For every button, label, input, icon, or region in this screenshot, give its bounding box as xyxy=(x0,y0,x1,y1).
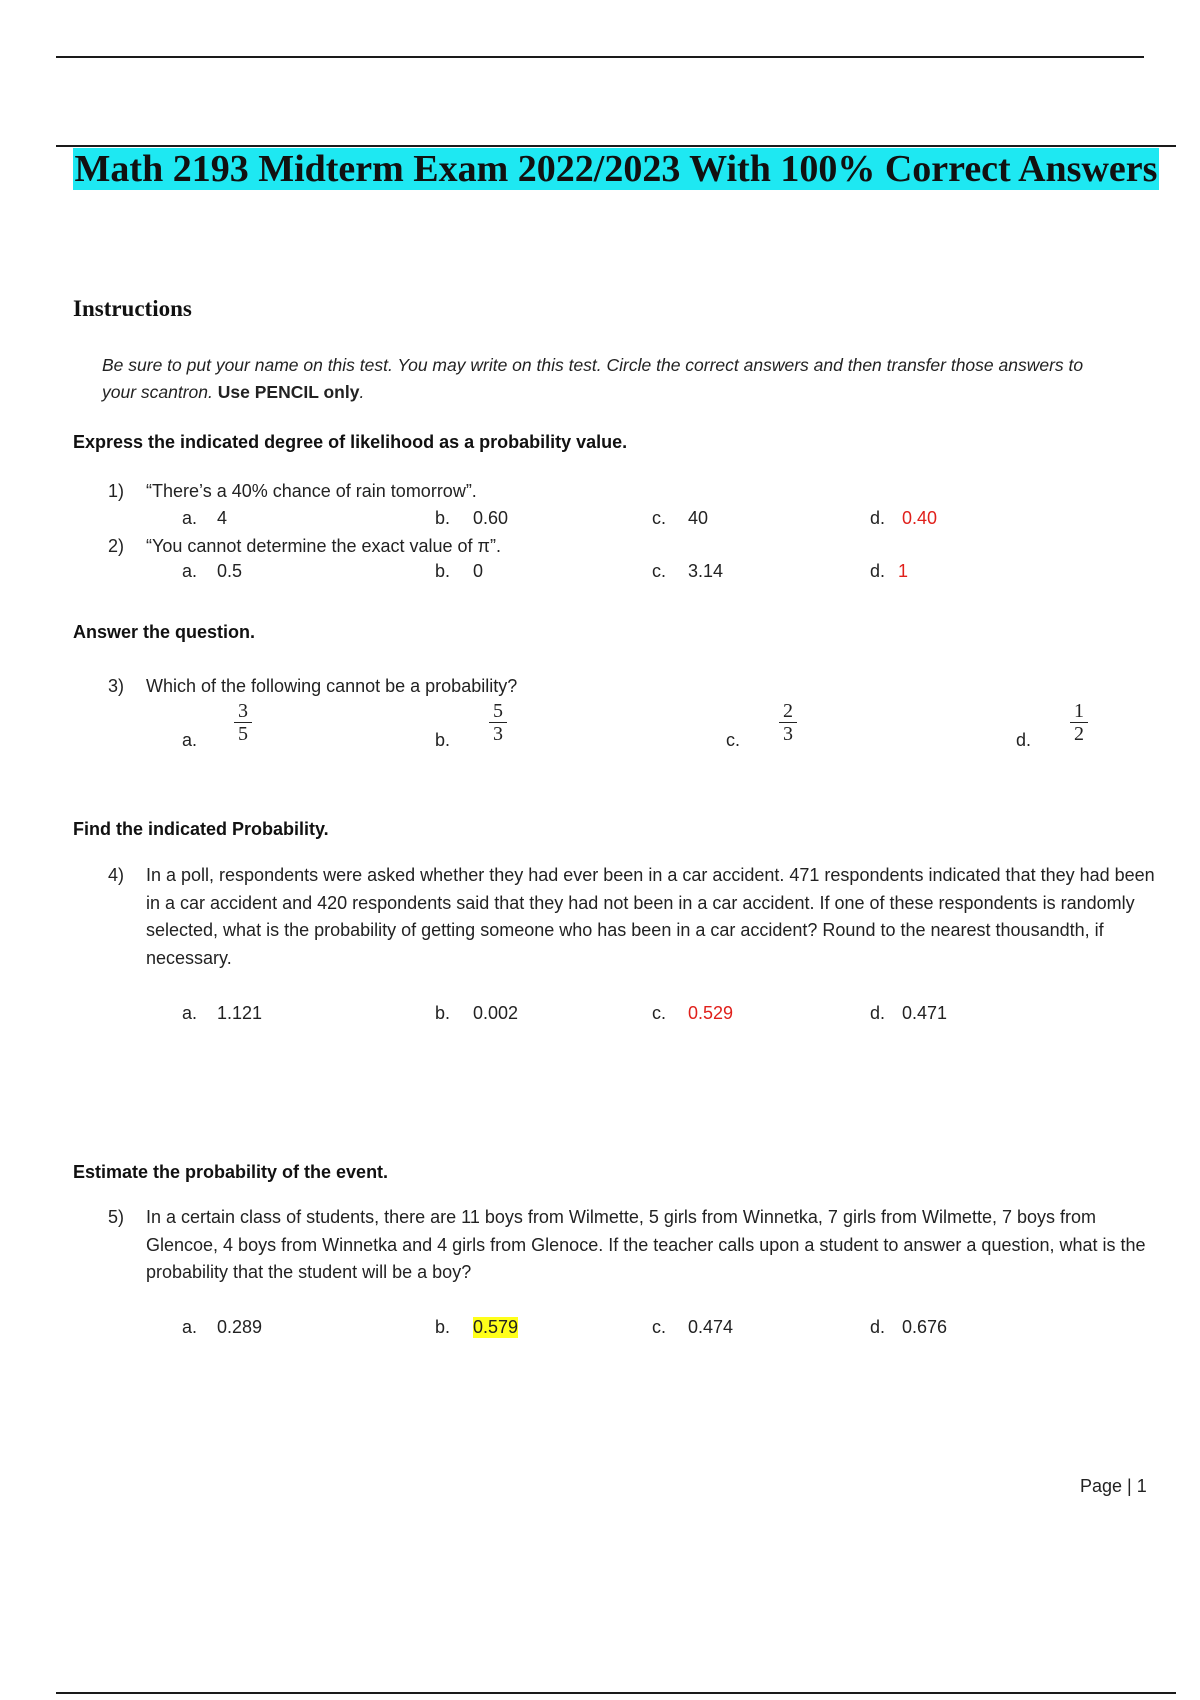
option-value: 0.60 xyxy=(473,508,509,528)
option-a[interactable] xyxy=(182,1317,263,1338)
fraction-b xyxy=(489,700,507,745)
option-label: a. xyxy=(182,508,198,528)
question-number: 3) xyxy=(108,676,125,696)
numerator: 2 xyxy=(779,700,797,723)
question-text: “You cannot determine the exact value of π”. xyxy=(146,536,501,556)
question-3 xyxy=(108,673,1158,701)
numerator: 3 xyxy=(234,700,252,723)
denominator: 2 xyxy=(1074,723,1084,745)
option-value: 0 xyxy=(473,561,484,581)
denominator: 5 xyxy=(238,723,248,745)
instructions-text xyxy=(102,352,1102,406)
option-value: 1.121 xyxy=(217,1003,263,1023)
instructions-heading: Instructions xyxy=(73,296,192,321)
option-value: 0.676 xyxy=(902,1317,948,1337)
option-c[interactable] xyxy=(652,561,724,582)
question-4 xyxy=(108,862,1158,972)
question-2 xyxy=(108,533,1158,561)
fraction-c xyxy=(779,700,797,745)
option-value: 40 xyxy=(688,508,709,528)
option-label: d. xyxy=(870,1003,886,1023)
option-a[interactable] xyxy=(182,1003,263,1024)
section-heading-2: Answer the question. xyxy=(73,622,256,642)
option-label: c. xyxy=(652,508,667,528)
option-label: c. xyxy=(652,1003,667,1023)
page-number: Page | 1 xyxy=(1080,1476,1147,1496)
option-d[interactable] xyxy=(870,1003,948,1024)
option-label: b. xyxy=(435,1003,451,1023)
question-text: “There’s a 40% chance of rain tomorrow”. xyxy=(146,481,477,501)
option-label: c. xyxy=(652,1317,667,1337)
option-label: a. xyxy=(182,1317,198,1337)
option-d[interactable] xyxy=(870,1317,948,1338)
option-label: b. xyxy=(435,1317,451,1337)
option-c[interactable] xyxy=(652,508,709,529)
option-c-label[interactable]: c. xyxy=(726,730,741,750)
numerator: 5 xyxy=(489,700,507,723)
option-b[interactable] xyxy=(435,561,484,582)
title-text: Math 2193 Midterm Exam 2022/2023 With 100% Correct Answers xyxy=(74,148,1158,190)
question-number: 4) xyxy=(108,865,125,885)
question-number: 1) xyxy=(108,481,125,501)
correct-answer: 0.40 xyxy=(902,508,938,528)
correct-answer: 1 xyxy=(898,561,909,581)
question-number: 2) xyxy=(108,536,125,556)
instructions-period: . xyxy=(359,382,365,402)
option-c[interactable] xyxy=(652,1317,734,1338)
denominator: 3 xyxy=(493,723,503,745)
option-b[interactable] xyxy=(435,1003,519,1024)
instructions-bold: Use PENCIL only xyxy=(217,382,360,402)
option-value: 0.474 xyxy=(688,1317,734,1337)
correct-answer: 0.529 xyxy=(688,1003,734,1023)
option-d-label[interactable]: d. xyxy=(1016,730,1032,750)
page-title xyxy=(56,146,1176,193)
question-5 xyxy=(108,1204,1158,1287)
option-label: a. xyxy=(182,1003,198,1023)
section-heading-4: Estimate the probability of the event. xyxy=(73,1162,389,1182)
option-b[interactable] xyxy=(435,1317,519,1338)
option-label: b. xyxy=(435,508,451,528)
option-value: 0.5 xyxy=(217,561,243,581)
fraction-d xyxy=(1070,700,1088,745)
question-number: 5) xyxy=(108,1207,125,1227)
fraction-a xyxy=(234,700,252,745)
option-label: d. xyxy=(870,1317,886,1337)
option-value: 3.14 xyxy=(688,561,724,581)
option-value: 4 xyxy=(217,508,228,528)
option-label: b. xyxy=(435,561,451,581)
option-value: 0.471 xyxy=(902,1003,948,1023)
option-value: 0.289 xyxy=(217,1317,263,1337)
top-rule xyxy=(56,56,1144,58)
option-c[interactable] xyxy=(652,1003,734,1024)
denominator: 3 xyxy=(783,723,793,745)
option-b[interactable] xyxy=(435,508,509,529)
option-a[interactable] xyxy=(182,561,243,582)
option-a[interactable] xyxy=(182,508,228,529)
bottom-rule xyxy=(56,1692,1176,1694)
option-value: 0.002 xyxy=(473,1003,519,1023)
question-1 xyxy=(108,478,1158,506)
option-d[interactable] xyxy=(870,561,909,582)
option-label: d. xyxy=(870,508,886,528)
numerator: 1 xyxy=(1070,700,1088,723)
option-label: d. xyxy=(870,561,886,581)
question-text: In a poll, respondents were asked whether they had ever been in a car accident. 471 respondents indicated that they had been in a car accident and 420 respondents said that they had not been in a car accident. If one of these respondents is randomly selected, what is the probability of getting someone who has been in a car accident? Round to the nearest thousandth, if necessary. xyxy=(146,865,1155,968)
highlighted-answer: 0.579 xyxy=(473,1317,519,1337)
option-b-label[interactable]: b. xyxy=(435,730,451,750)
option-label: a. xyxy=(182,561,198,581)
question-text: Which of the following cannot be a probability? xyxy=(146,676,518,696)
section-heading-3: Find the indicated Probability. xyxy=(73,819,329,839)
option-label: c. xyxy=(652,561,667,581)
section-heading-1: Express the indicated degree of likelihood as a probability value. xyxy=(73,432,628,452)
option-a-label[interactable]: a. xyxy=(182,730,198,750)
option-d[interactable] xyxy=(870,508,938,529)
instructions-italic: Be sure to put your name on this test. You may write on this test. Circle the correct answers and then transfer those answers to your scantron. xyxy=(102,355,1084,402)
question-text: In a certain class of students, there are 11 boys from Wilmette, 5 girls from Winnetka, 7 girls from Wilmette, 7 boys from Glencoe, 4 boys from Winnetka and 4 girls from Glenoce. If the teacher calls upon a student to answer a question, what is the probability that the student will be a boy? xyxy=(146,1207,1146,1282)
